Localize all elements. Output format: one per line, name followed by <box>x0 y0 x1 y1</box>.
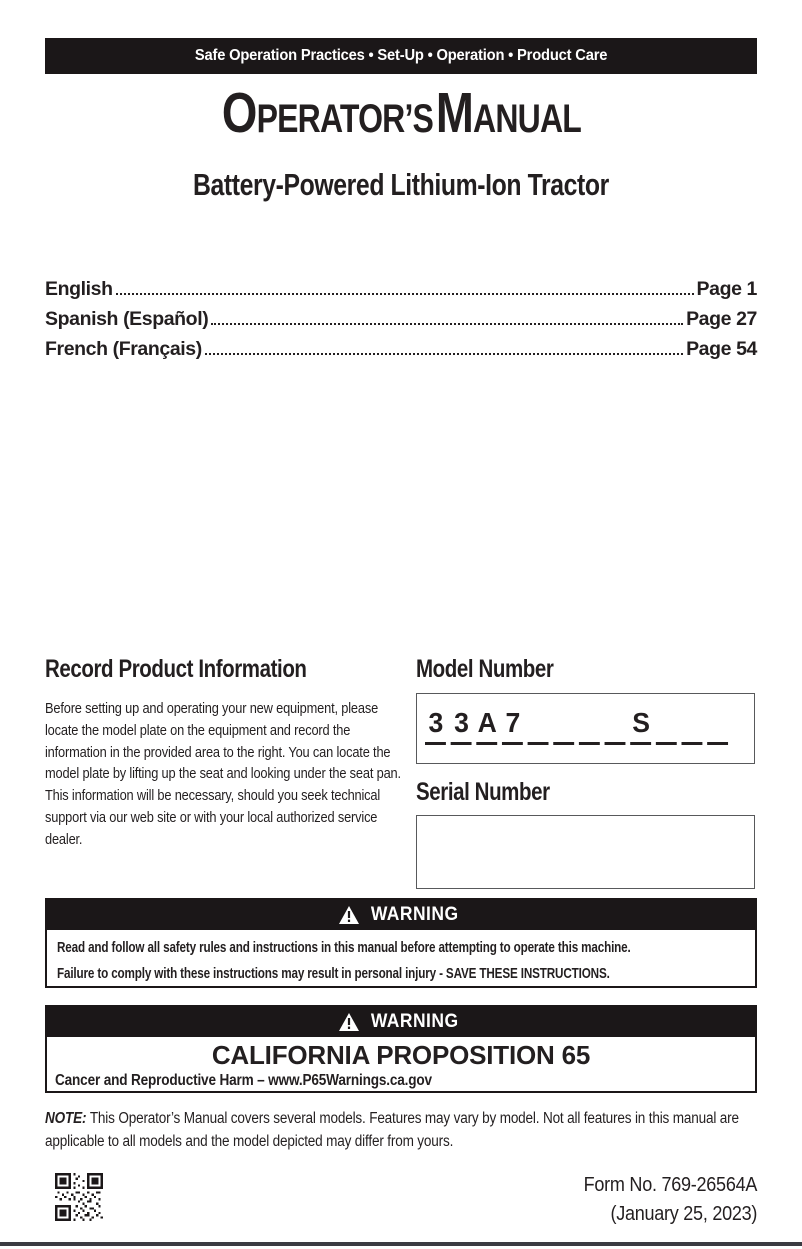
warning-box-prop65 <box>45 1005 757 1093</box>
toc-label: English <box>45 278 113 300</box>
model-number-slot <box>553 706 574 745</box>
prop65-body: Cancer and Reproductive Harm – www.P65Warnings.ca.gov <box>55 1072 432 1089</box>
note-label: NOTE: <box>45 1110 87 1127</box>
table-of-contents <box>45 278 757 368</box>
title-word1-initial: O <box>221 81 257 145</box>
title-word1-rest: PERATOR’S <box>256 97 433 141</box>
warning-header <box>47 1007 755 1037</box>
model-number-slot <box>528 706 549 745</box>
warning-triangle-icon <box>339 1013 359 1031</box>
model-number-slot: 3 <box>425 706 446 745</box>
toc-page: Page 1 <box>696 278 757 300</box>
model-number-slot <box>579 706 600 745</box>
page-subtitle: Battery-Powered Lithium-Ion Tractor <box>193 167 609 202</box>
qr-code <box>55 1172 103 1222</box>
serial-number-box <box>416 815 755 889</box>
model-number-heading: Model Number <box>416 655 554 683</box>
form-number-block <box>560 1170 757 1228</box>
note-paragraph <box>45 1108 756 1153</box>
serial-number-value <box>417 816 754 828</box>
note-text: This Operator’s Manual covers several models. Features may vary by model. Not all features in this manual are applicable to all models and the model depicted may differ from yours. <box>45 1110 739 1150</box>
warning-text-line1: Read and follow all safety rules and instructions in this manual before attempting to operate this machine. <box>57 939 631 956</box>
title-word2-initial: M <box>435 81 473 145</box>
warning-title: WARNING <box>371 1011 459 1032</box>
form-number: Form No. 769-26564A <box>583 1173 757 1196</box>
page-bottom-divider <box>0 1242 802 1246</box>
form-date: (January 25, 2023) <box>610 1202 757 1225</box>
toc-page: Page 54 <box>686 338 757 360</box>
toc-dot-leader <box>116 293 694 295</box>
toc-dot-leader <box>211 323 683 325</box>
warning-triangle-icon <box>339 906 359 924</box>
toc-row-spanish <box>45 308 757 338</box>
model-number-slot: S <box>630 706 651 745</box>
record-product-info-section <box>45 655 405 851</box>
toc-page: Page 27 <box>686 308 757 330</box>
toc-label: French (Français) <box>45 338 202 360</box>
title-word2-rest: ANUAL <box>472 97 581 141</box>
toc-row-english <box>45 278 757 308</box>
prop65-heading: CALIFORNIA PROPOSITION 65 <box>211 1040 591 1070</box>
banner-text: Safe Operation Practices • Set-Up • Operation • Product Care <box>194 47 608 64</box>
model-number-slot <box>656 706 677 745</box>
top-banner <box>45 38 757 74</box>
serial-number-heading: Serial Number <box>416 778 550 806</box>
warning-box-safety <box>45 898 757 988</box>
model-number-slot: 3 <box>451 706 472 745</box>
model-number-slots <box>425 706 728 745</box>
model-number-slot: A <box>476 706 497 745</box>
toc-row-french <box>45 338 757 368</box>
model-number-slot <box>605 706 626 745</box>
model-number-slot <box>707 706 728 745</box>
warning-header <box>47 900 755 930</box>
product-id-section <box>416 655 757 889</box>
record-product-info-heading: Record Product Information <box>45 655 307 683</box>
toc-dot-leader <box>205 353 683 355</box>
model-number-slot <box>682 706 703 745</box>
record-product-info-body: Before setting up and operating your new equipment, please locate the model plate on the equipment and record the information in the provided area to the right. You can locate the model plate by lifting up the seat and looking under the seat pan. This information will be necessary, should you seek technical support via our web site or with your local authorized service dealer. <box>45 700 401 848</box>
warning-text-line2: Failure to comply with these instructions may result in personal injury - SAVE THESE INSTRUCTIONS. <box>57 965 610 982</box>
toc-label: Spanish (Español) <box>45 308 209 330</box>
model-number-box <box>416 693 755 764</box>
model-number-slot: 7 <box>502 706 523 745</box>
page-title <box>0 81 802 157</box>
warning-title: WARNING <box>371 904 459 925</box>
